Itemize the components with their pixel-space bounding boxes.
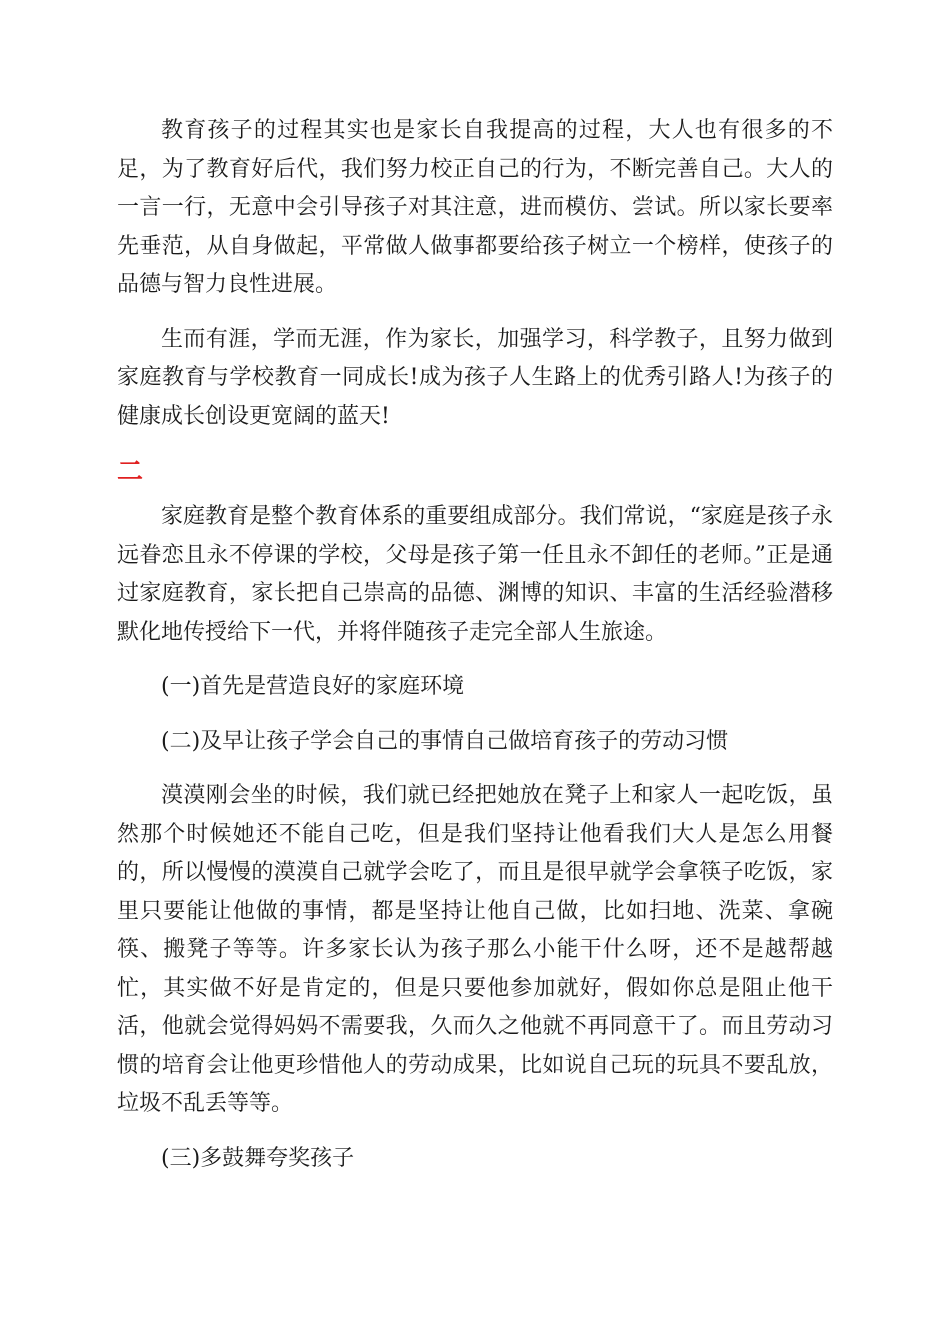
paragraph-labor-habits: 漠漠刚会坐的时候，我们就已经把她放在凳子上和家人一起吃饭，虽然那个时候她还不能自己吃，但是我们坚持让他看我们大人是怎么用餐的，所以慢慢的漠漠自己就学会吃了，而且是很早就学会拿筷子吃饭，家里只要能让他做的事情，都是坚持让他自己做，比如扫地、洗菜、拿碗筷、搬凳子等等。许多家长认为孩子那么小能干什么呀，还不是越帮越忙，其实做不好是肯定的，但是只要他参加就好，假如你总是阻止他干活，他就会觉得妈妈不需要我，久而久之他就不再同意干了。而且劳动习惯的培育会让他更珍惜他人的劳动成果，比如说自己玩的玩具不要乱放，垃圾不乱丢等等。 [117,783,833,1116]
list-item-1: (一)首先是营造良好的家庭环境 [161,674,465,699]
list-item-3: (三)多鼓舞夸奖孩子 [161,1145,355,1171]
list-item-2: (二)及早让孩子学会自己的事情自己做培育孩子的劳动习惯 [161,728,729,754]
document-body [117,112,833,1178]
section-number-two: 二 [117,457,144,487]
paragraph-self-improvement: 教育孩子的过程其实也是家长自我提高的过程，大人也有很多的不足，为了教育好后代，我们努力校正自己的行为，不断完善自己。大人的一言一行，无意中会引导孩子对其注意，进而模仿、尝试。所以家长要率先垂范，从自身做起，平常做人做事都要给孩子树立一个榜样，使孩子的品德与智力良性进展。 [117,118,833,297]
paragraph-family-education: 家庭教育是整个教育体系的重要组成部分。我们常说，“家庭是孩子永远眷恋且永不停课的学校，父母是孩子第一任且永不卸任的老师。”正是通过家庭教育，家长把自己崇高的品德、渊博的知识、丰富的生活经验潜移默化地传授给下一代，并将伴随孩子走完全部人生旅途。 [117,504,833,645]
paragraph-lifelong-learning: 生而有涯，学而无涯，作为家长，加强学习，科学教子，且努力做到家庭教育与学校教育一同成长!成为孩子人生路上的优秀引路人!为孩子的健康成长创设更宽阔的蓝天! [117,326,833,429]
